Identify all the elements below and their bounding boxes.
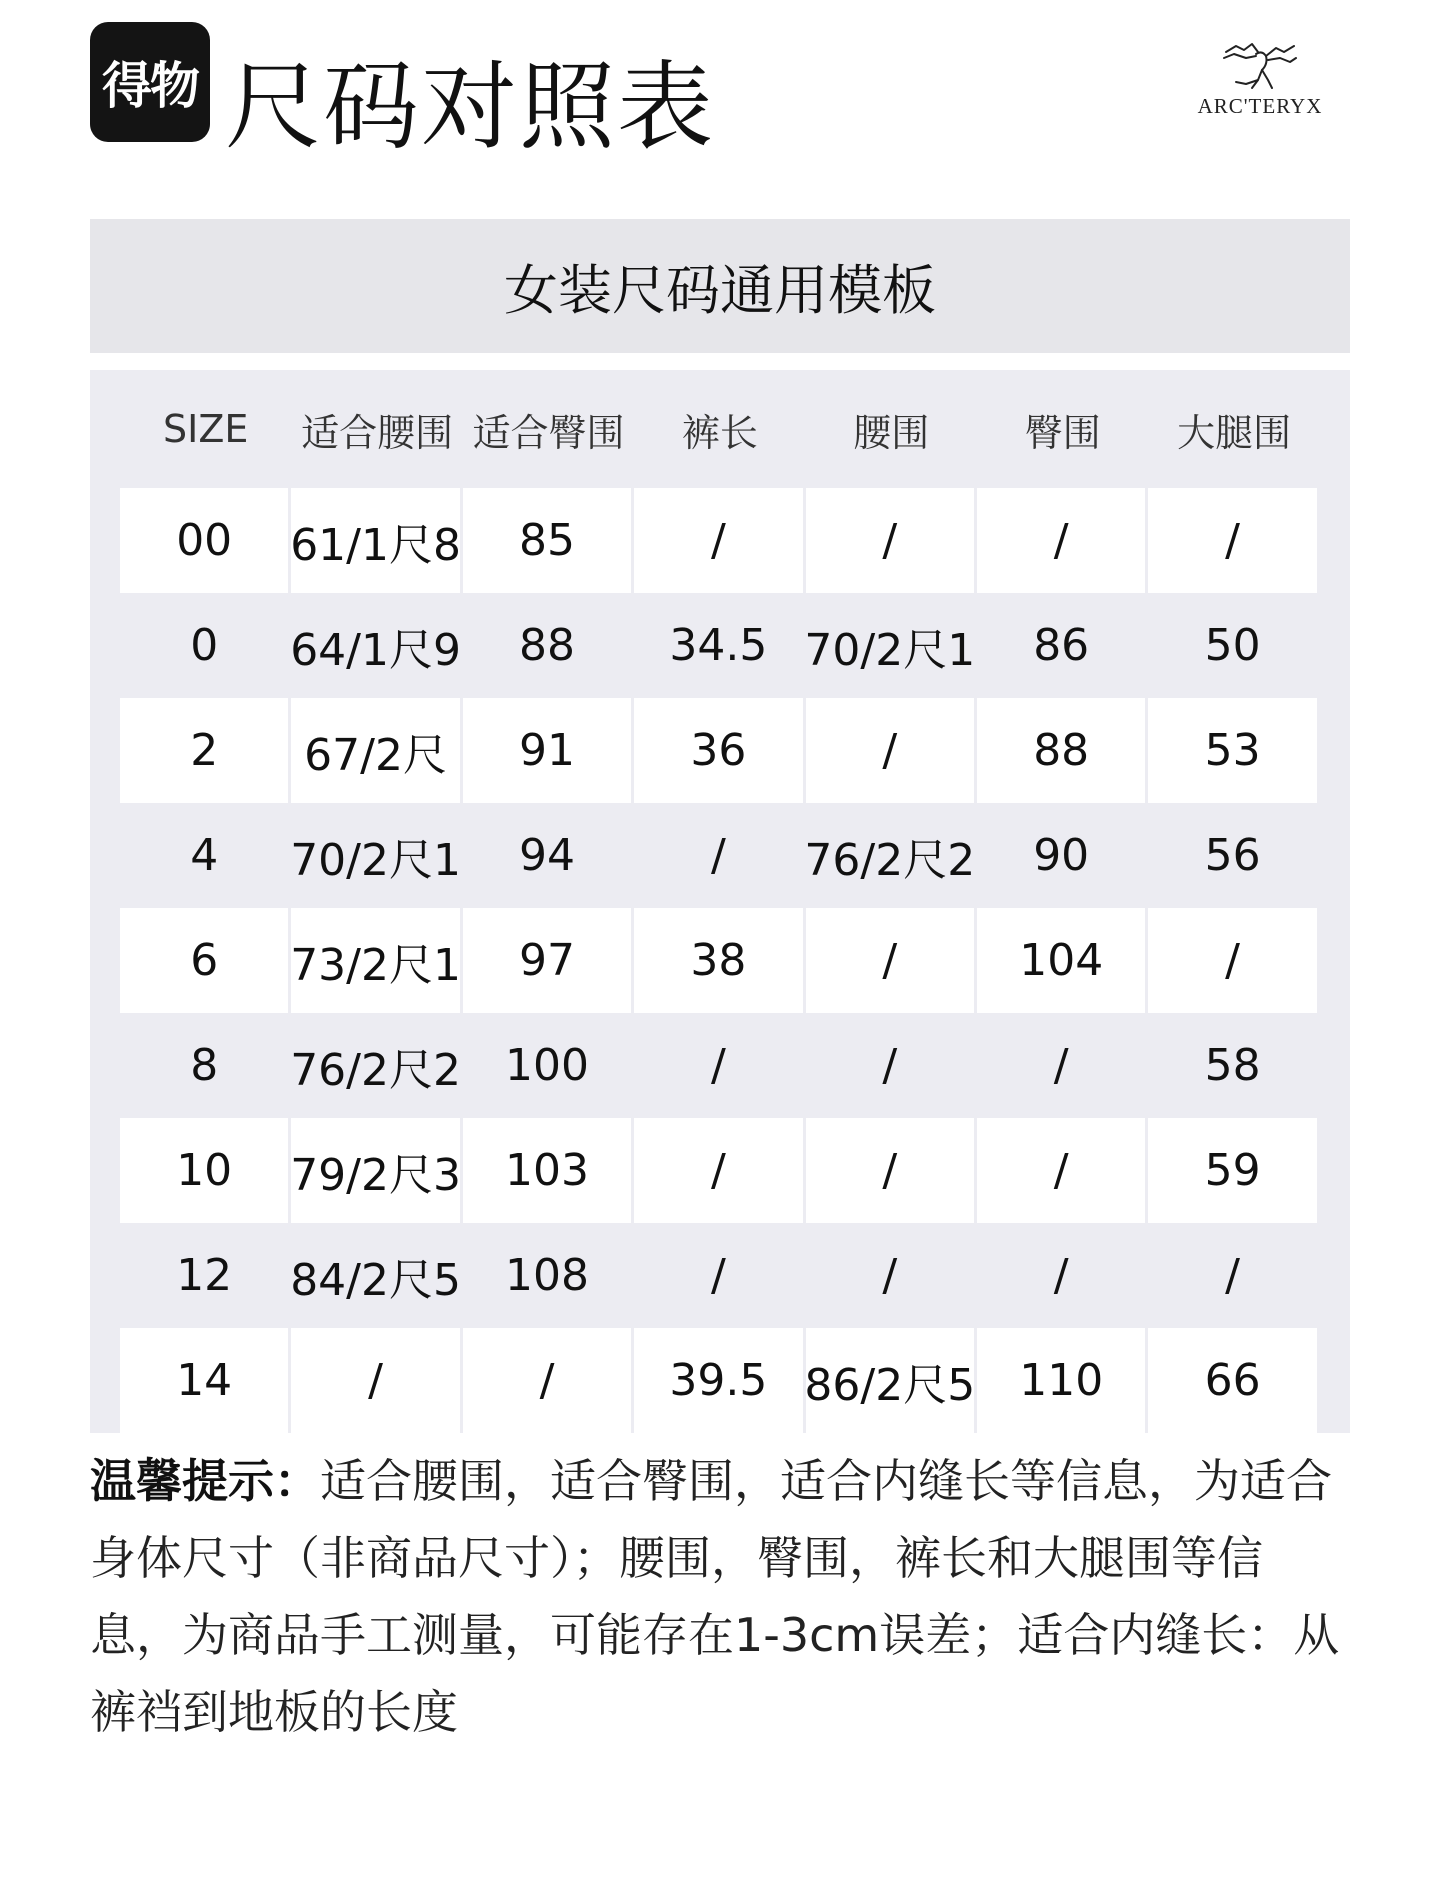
table-cell: 70/2尺1 — [290, 834, 461, 886]
size-cell: 8 — [190, 1040, 219, 1091]
size-cell: 6 — [120, 908, 288, 1013]
size-cell: 0 — [190, 620, 219, 671]
table-cell: / — [1053, 1250, 1069, 1301]
table-cell: 61/1尺8 — [291, 488, 459, 593]
table-row — [120, 593, 1320, 698]
table-cell: 85 — [463, 488, 631, 593]
table-row — [120, 1223, 1320, 1328]
table-row — [120, 908, 1320, 1013]
table-cell: 76/2尺2 — [804, 834, 976, 886]
table-cell: 88 — [977, 698, 1145, 803]
table-cell: 50 — [1204, 620, 1261, 671]
size-cell: 4 — [190, 830, 219, 881]
size-cell: 10 — [120, 1118, 288, 1223]
column-header: SIZE — [163, 407, 249, 451]
table-header — [90, 370, 1350, 488]
table-cell: 86/2尺5 — [806, 1328, 974, 1433]
table-cell: 56 — [1204, 830, 1261, 881]
brand-logo — [1190, 40, 1330, 130]
table-row — [120, 698, 1320, 803]
page-title: 尺码对照表 — [225, 51, 715, 163]
table-cell: 76/2尺2 — [290, 1044, 461, 1096]
column-header: 臀围 — [1024, 410, 1101, 455]
table-cell: 94 — [518, 830, 575, 881]
table-cell: 36 — [634, 698, 802, 803]
table-cell: / — [710, 1250, 726, 1301]
table-cell: 97 — [463, 908, 631, 1013]
table-cell: / — [463, 1328, 631, 1433]
table-cell: 53 — [1148, 698, 1316, 803]
table-cell: 86 — [1033, 620, 1090, 671]
table-cell: 59 — [1148, 1118, 1316, 1223]
tip-text: 适合腰围，适合臀围，适合内缝长等信息，为适合身体尺寸（非商品尺寸）；腰围，臀围，裤长和大腿围等信息，为商品手工测量，可能存在1-3cm误差；适合内缝长：从裤裆到地板的长度 — [90, 1454, 1340, 1739]
size-cell: 12 — [176, 1250, 233, 1301]
size-table — [90, 370, 1350, 1433]
table-cell: 90 — [1033, 830, 1090, 881]
table-cell: 70/2尺1 — [804, 624, 976, 676]
table-cell: 38 — [634, 908, 802, 1013]
size-cell: 14 — [120, 1328, 288, 1433]
column-header: 腰围 — [853, 410, 930, 455]
table-title-banner — [90, 219, 1350, 353]
dewu-logo-text: 得物 — [102, 57, 198, 115]
table-cell: / — [710, 1040, 726, 1091]
column-header: 适合臀围 — [472, 410, 625, 455]
table-cell: / — [634, 488, 802, 593]
table-title: 女装尺码通用模板 — [504, 258, 936, 322]
table-cell: 110 — [977, 1328, 1145, 1433]
table-cell: / — [710, 830, 726, 881]
table-cell: 66 — [1148, 1328, 1316, 1433]
table-cell: 91 — [463, 698, 631, 803]
table-cell: 104 — [977, 908, 1145, 1013]
table-cell: / — [882, 1040, 898, 1091]
table-row — [120, 803, 1320, 908]
size-cell: 00 — [120, 488, 288, 593]
column-header: 裤长 — [681, 410, 758, 455]
table-cell: 67/2尺 — [291, 698, 459, 803]
table-cell: 64/1尺9 — [290, 624, 461, 676]
size-cell: 2 — [120, 698, 288, 803]
table-cell: / — [634, 1118, 802, 1223]
table-cell: 34.5 — [669, 620, 768, 671]
dewu-logo — [90, 22, 210, 142]
table-cell: / — [806, 1118, 974, 1223]
table-cell: / — [1148, 488, 1316, 593]
column-header: 大腿围 — [1177, 410, 1292, 455]
table-cell: / — [882, 1250, 898, 1301]
table-cell: / — [1148, 908, 1316, 1013]
tip-note — [90, 1443, 1350, 1751]
tip-label: 温馨提示： — [90, 1454, 320, 1508]
table-row — [120, 1118, 1320, 1223]
table-cell: / — [1053, 1040, 1069, 1091]
table-cell: / — [1225, 1250, 1240, 1301]
table-cell: 73/2尺1 — [291, 908, 459, 1013]
column-header: 适合腰围 — [301, 410, 454, 455]
table-cell: / — [806, 908, 974, 1013]
table-row — [120, 1013, 1320, 1118]
table-cell: / — [806, 488, 974, 593]
table-cell: 103 — [463, 1118, 631, 1223]
table-row — [120, 1328, 1320, 1433]
table-cell: / — [977, 488, 1145, 593]
table-cell: 79/2尺3 — [291, 1118, 459, 1223]
table-cell: 84/2尺5 — [290, 1254, 461, 1306]
table-cell: / — [806, 698, 974, 803]
archaeopteryx-logo-icon — [1222, 40, 1298, 92]
table-cell: / — [977, 1118, 1145, 1223]
table-cell: 108 — [505, 1250, 589, 1301]
brand-name: ARC'TERYX — [1197, 94, 1323, 118]
table-cell: 100 — [505, 1040, 589, 1091]
table-cell: 58 — [1204, 1040, 1261, 1091]
table-cell: 39.5 — [634, 1328, 802, 1433]
table-cell: / — [291, 1328, 459, 1433]
table-row — [120, 488, 1320, 593]
table-cell: 88 — [518, 620, 575, 671]
